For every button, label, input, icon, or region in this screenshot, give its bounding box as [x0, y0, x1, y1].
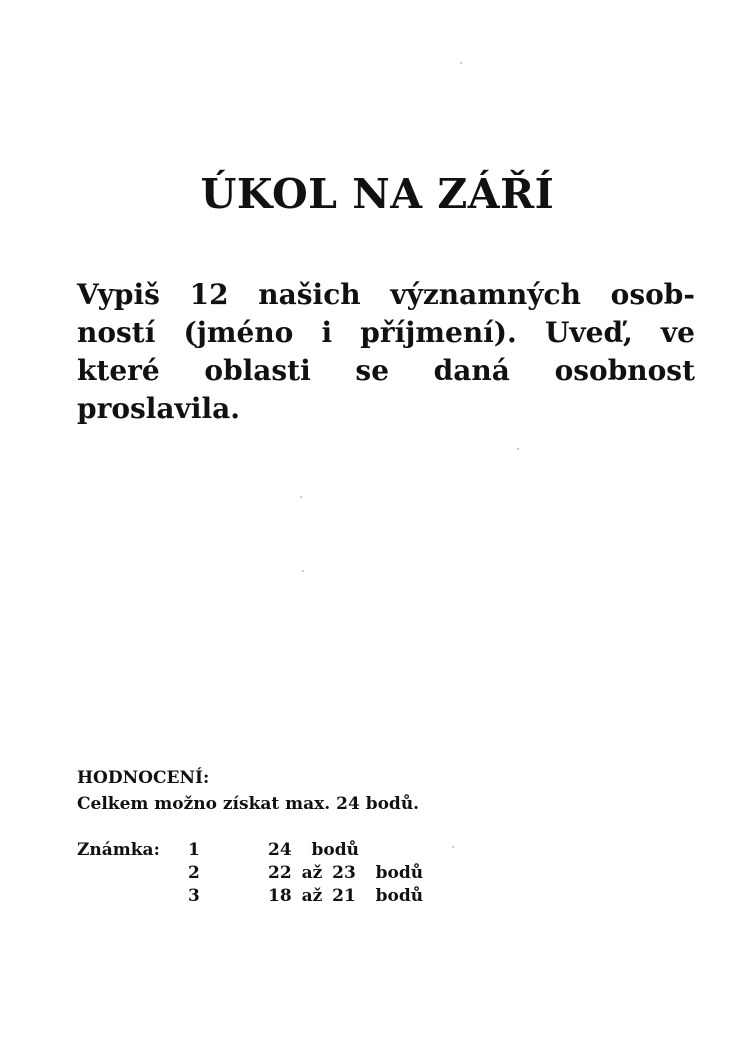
scan-speck [460, 62, 462, 64]
grade-table [77, 840, 423, 909]
grade-points: 24 bodů [268, 840, 359, 860]
grade-row [77, 886, 423, 909]
grade-value: 3 [188, 886, 200, 906]
scan-speck [517, 448, 519, 450]
grade-label-empty [77, 863, 188, 886]
task-line: proslavila. [77, 392, 240, 425]
task-instructions [77, 276, 695, 428]
task-line: ností (jméno i příjmení). Uveď, ve [77, 316, 695, 349]
grade-value: 2 [188, 863, 200, 883]
evaluation-total: Celkem možno získat max. 24 bodů. [77, 794, 420, 814]
grade-value: 1 [188, 840, 200, 860]
grade-row [77, 840, 423, 863]
evaluation-section [77, 766, 419, 816]
grade-row [77, 863, 423, 886]
task-line: které oblasti se daná osobnost [77, 354, 695, 387]
task-line: Vypiš 12 našich významných osob- [77, 278, 695, 311]
evaluation-heading: HODNOCENÍ: [77, 768, 210, 788]
grade-points: 22 až 23 bodů [268, 863, 424, 883]
scan-speck [300, 496, 302, 498]
scan-speck [302, 570, 304, 572]
grade-label: Známka: [77, 840, 160, 860]
grade-label-empty [77, 886, 188, 909]
scan-speck [452, 846, 454, 848]
page-title: ÚKOL NA ZÁŘÍ [200, 170, 555, 218]
grade-points: 18 až 21 bodů [268, 886, 424, 906]
